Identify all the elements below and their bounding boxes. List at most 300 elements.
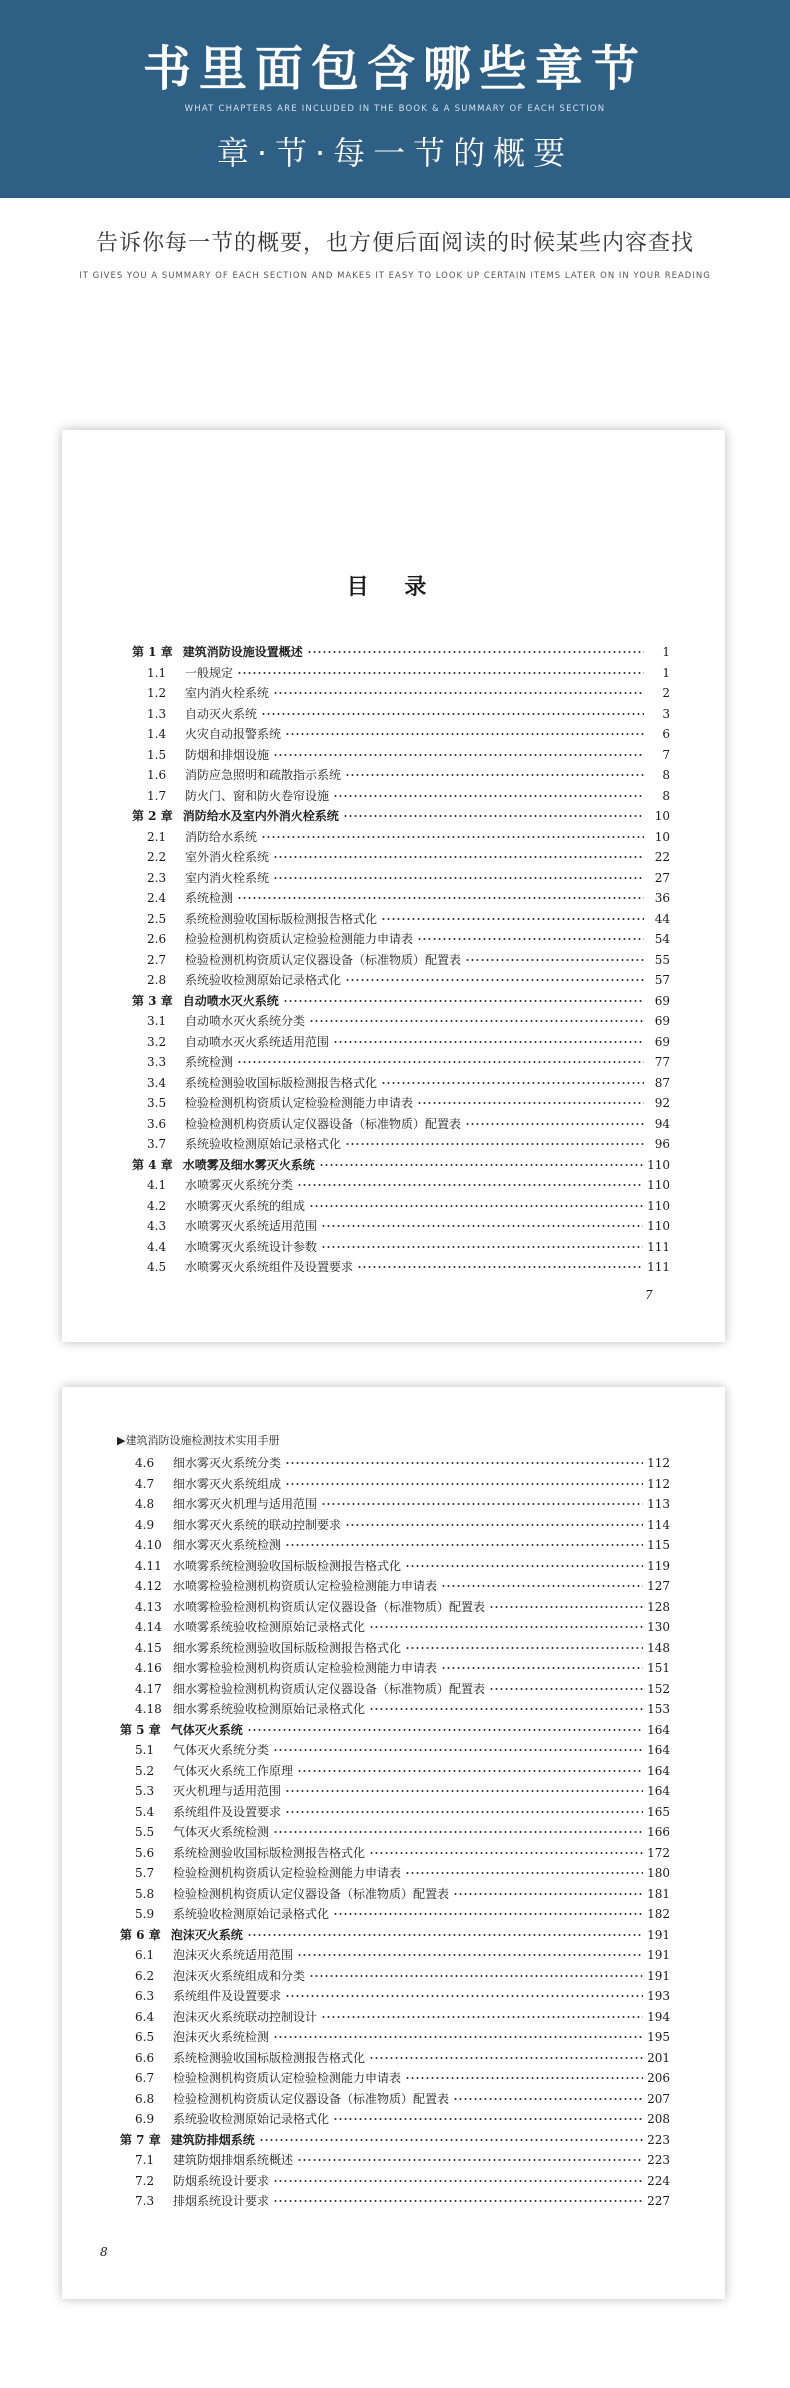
leader-dots	[321, 1237, 643, 1257]
toc-entry-page: 114	[647, 1517, 670, 1532]
toc-entry-number: 1.3	[147, 706, 167, 721]
toc-entry-page: 119	[647, 1558, 670, 1573]
toc-entry-page: 69	[654, 993, 670, 1008]
leader-dots	[405, 2068, 643, 2088]
leader-dots	[369, 2048, 643, 2068]
leader-dots	[405, 1863, 643, 1883]
toc-section-row	[135, 1556, 670, 1576]
toc-entry-page: 164	[647, 1763, 670, 1778]
toc-entry-label: 防烟系统设计要求	[173, 2173, 270, 2188]
intro-text-cn: 告诉你每一节的概要，也方便后面阅读的时候某些内容查找	[95, 231, 694, 256]
leader-dots	[307, 642, 644, 662]
toc-entry-label: 水喷雾检验检测机构资质认定仪器设备（标准物质）配置表	[173, 1599, 486, 1614]
leader-dots	[319, 1155, 643, 1175]
toc-entry-label: 泡沫灭火系统	[170, 1927, 243, 1942]
toc-entry-number: 5.6	[135, 1845, 155, 1860]
leader-dots	[417, 929, 644, 949]
toc-entry-label: 排烟系统设计要求	[173, 2194, 270, 2208]
toc-entry-label: 室外消火栓系统	[185, 850, 270, 864]
leader-dots	[297, 2150, 643, 2170]
leader-dots	[369, 1843, 643, 1863]
toc-entry-number: 1.2	[147, 686, 167, 700]
page-number: 7	[645, 1288, 653, 1302]
toc-entry-label: 系统验收检测原始记录格式化	[173, 1907, 330, 1921]
toc-entry-label: 检验检测机构资质认定仪器设备（标准物质）配置表	[185, 1116, 462, 1131]
toc-entry-number: 第 6 章	[120, 1927, 161, 1942]
toc-section-row	[147, 1073, 670, 1093]
leader-dots	[309, 1196, 643, 1216]
toc-entry-label: 细水雾灭火系统组成	[173, 1476, 282, 1491]
toc-entry-page: 77	[654, 1055, 670, 1069]
leader-dots	[285, 1474, 643, 1494]
toc-entry-label: 自动灭火系统	[185, 706, 258, 721]
toc-entry-page: 208	[647, 2112, 670, 2126]
toc-entry-page: 7	[662, 747, 670, 762]
toc-entry-number: 4.9	[135, 1517, 155, 1532]
toc-entry-page: 223	[647, 2153, 670, 2167]
toc-entry-number: 5.7	[135, 1866, 155, 1880]
leader-dots	[285, 1535, 643, 1555]
toc-chapter-row	[120, 1720, 670, 1740]
toc-entry-label: 灭火机理与适用范围	[173, 1784, 282, 1798]
leader-dots	[273, 2171, 643, 2191]
toc-entry-page: 152	[647, 1681, 670, 1696]
toc-entry-number: 4.6	[135, 1456, 155, 1470]
toc-section-row	[147, 970, 670, 990]
toc-section-row	[147, 1032, 670, 1052]
toc-entry-page: 164	[647, 1743, 670, 1757]
toc-entry-page: 54	[654, 932, 670, 946]
toc-entry-page: 27	[654, 870, 670, 885]
toc-section-row	[135, 1576, 670, 1596]
toc-section-row	[135, 1535, 670, 1555]
toc-entry-label: 水喷雾系统验收检测原始记录格式化	[173, 1620, 366, 1634]
leader-dots	[297, 1945, 643, 1965]
toc-entry-number: 3.1	[147, 1014, 167, 1028]
toc-entry-page: 94	[654, 1116, 670, 1131]
toc-chapter-row	[132, 806, 670, 826]
toc-entry-label: 系统检测	[185, 1055, 234, 1069]
leader-dots	[273, 868, 644, 888]
toc-section-row	[147, 950, 670, 970]
toc-section-row	[135, 1617, 670, 1637]
leader-dots	[297, 1761, 643, 1781]
toc-entry-number: 4.2	[147, 1198, 167, 1213]
toc-entry-page: 130	[647, 1620, 670, 1634]
toc-section-row	[135, 1597, 670, 1617]
toc-section-row	[147, 929, 670, 949]
toc-entry-label: 细水雾灭火机理与适用范围	[173, 1497, 318, 1511]
toc-entry-page: 207	[647, 2091, 670, 2106]
toc-entry-number: 4.11	[135, 1558, 162, 1573]
toc-section-row	[135, 2150, 670, 2170]
toc-entry-label: 建筑防排烟系统	[170, 2132, 255, 2147]
toc-entry-label: 泡沫灭火系统联动控制设计	[173, 2009, 318, 2024]
toc-entry-number: 6.4	[135, 2009, 155, 2024]
toc-entry-label: 气体灭火系统分类	[173, 1743, 270, 1757]
toc-entry-page: 110	[647, 1178, 670, 1192]
toc-entry-number: 4.5	[147, 1260, 167, 1274]
toc-entry-label: 气体灭火系统	[170, 1722, 243, 1737]
leader-dots	[405, 1556, 643, 1576]
leader-dots	[261, 827, 644, 847]
toc-entry-page: 181	[647, 1886, 670, 1901]
toc-entry-page: 1	[662, 645, 670, 659]
leader-dots	[285, 1781, 643, 1801]
toc-entry-page: 227	[647, 2194, 670, 2208]
toc-entry-number: 3.4	[147, 1075, 167, 1090]
toc-entry-number: 6.5	[135, 2030, 155, 2044]
toc-entry-number: 1.1	[147, 665, 167, 680]
toc-entry-page: 22	[654, 850, 670, 864]
toc-entry-page: 110	[647, 1219, 670, 1233]
toc-entry-page: 148	[647, 1640, 670, 1655]
toc-entry-label: 检验检测机构资质认定检验检测能力申请表	[173, 2071, 402, 2085]
leader-dots	[321, 1216, 643, 1236]
leader-dots	[285, 1986, 643, 2006]
toc-entry-number: 4.3	[147, 1219, 167, 1233]
toc-entry-label: 水喷雾系统检测验收国标版检测报告格式化	[173, 1558, 402, 1573]
toc-section-row	[135, 1494, 670, 1514]
toc-entry-label: 防烟和排烟设施	[185, 747, 270, 762]
toc-entry-number: 6.3	[135, 1989, 155, 2003]
toc-entry-label: 系统检测验收国标版检测报告格式化	[173, 1845, 366, 1860]
toc-entry-page: 115	[647, 1538, 670, 1552]
leader-dots	[247, 1925, 643, 1945]
toc-entry-page: 201	[647, 2050, 670, 2065]
leader-dots	[345, 765, 644, 785]
toc-entry-number: 3.7	[147, 1137, 167, 1151]
toc-section-row	[135, 1863, 670, 1883]
toc-entry-label: 水喷雾灭火系统设计参数	[185, 1239, 318, 1254]
banner-subtitle-cn: 章·节·每一节的概要	[216, 134, 574, 172]
toc-entry-label: 泡沫灭火系统检测	[173, 2030, 270, 2044]
toc-entry-page: 166	[647, 1825, 670, 1839]
toc-entry-label: 水喷雾检验检测机构资质认定检验检测能力申请表	[173, 1579, 438, 1593]
toc-entry-page: 3	[662, 706, 670, 721]
toc-entry-number: 1.6	[147, 768, 167, 782]
toc-section-row	[135, 1474, 670, 1494]
toc-entry-number: 7.1	[135, 2153, 155, 2167]
leader-dots	[237, 1052, 644, 1072]
toc-entry-page: 8	[662, 788, 670, 803]
toc-entry-label: 建筑防烟排烟系统概述	[173, 2153, 294, 2167]
leader-dots	[417, 1093, 644, 1113]
toc-entry-number: 7.3	[135, 2194, 155, 2208]
toc-section-row	[135, 1904, 670, 1924]
toc-section-row	[147, 1175, 670, 1195]
toc-section-row	[135, 1679, 670, 1699]
running-header: ▶建筑消防设施检测技术实用手册	[117, 1434, 280, 1447]
toc-entry-label: 系统验收检测原始记录格式化	[185, 973, 342, 987]
toc-section-row	[147, 704, 670, 724]
toc-section-row	[135, 2171, 670, 2191]
leader-dots	[333, 1032, 644, 1052]
toc-entry-number: 1.4	[147, 727, 167, 741]
toc-entry-page: 113	[647, 1497, 670, 1511]
toc-entry-page: 112	[647, 1456, 670, 1470]
toc-entry-number: 4.13	[135, 1599, 162, 1614]
toc-section-row	[135, 2027, 670, 2047]
toc-entry-label: 火灾自动报警系统	[185, 727, 282, 741]
toc-entry-label: 细水雾灭火系统的联动控制要求	[173, 1517, 342, 1532]
toc-entry-page: 182	[647, 1907, 670, 1921]
toc-entry-label: 系统组件及设置要求	[173, 1804, 282, 1819]
toc-entry-number: 2.2	[147, 850, 167, 864]
toc-entry-page: 223	[647, 2132, 670, 2147]
toc-entry-label: 水喷雾灭火系统分类	[185, 1178, 294, 1192]
toc-entry-label: 系统检测	[185, 891, 234, 905]
leader-dots	[333, 786, 644, 806]
toc-entry-number: 6.6	[135, 2050, 155, 2065]
toc-section-row	[135, 2109, 670, 2129]
toc-entry-page: 1	[662, 665, 670, 680]
leader-dots	[381, 909, 644, 929]
toc-section-row	[135, 1986, 670, 2006]
toc-entry-page: 172	[647, 1845, 670, 1860]
toc-entry-number: 1.7	[147, 788, 167, 803]
toc-entry-label: 系统检测验收国标版检测报告格式化	[185, 1075, 378, 1090]
toc-entry-number: 第 4 章	[132, 1157, 173, 1172]
toc-entry-label: 建筑消防设施设置概述	[182, 645, 303, 659]
toc-entry-number: 4.15	[135, 1640, 162, 1655]
toc-entry-number: 4.17	[135, 1681, 162, 1696]
toc-section-row	[135, 2007, 670, 2027]
leader-dots	[297, 1175, 643, 1195]
toc-entry-page: 87	[654, 1075, 670, 1090]
toc-entry-number: 2.1	[147, 829, 167, 844]
leader-dots	[321, 2007, 643, 2027]
toc-section-row	[147, 1093, 670, 1113]
toc-section-row	[135, 1843, 670, 1863]
leader-dots	[489, 1597, 643, 1617]
toc-section-row	[147, 663, 670, 683]
toc-entry-number: 2.8	[147, 973, 167, 987]
toc-entry-page: 96	[654, 1137, 670, 1151]
toc-entry-number: 5.4	[135, 1804, 155, 1819]
toc-chapter-row	[132, 1155, 670, 1175]
leader-dots	[259, 2130, 643, 2150]
toc-entry-label: 防火门、窗和防火卷帘设施	[185, 788, 330, 803]
leader-dots	[273, 745, 644, 765]
toc-section-row	[147, 1114, 670, 1134]
toc-entry-label: 系统检测验收国标版检测报告格式化	[173, 2050, 366, 2065]
toc-entry-number: 2.3	[147, 870, 167, 885]
toc-chapter-row	[120, 2130, 670, 2150]
toc-section-row	[135, 2068, 670, 2088]
toc-entry-label: 细水雾系统检测验收国标版检测报告格式化	[173, 1640, 402, 1655]
toc-entry-number: 7.2	[135, 2173, 155, 2188]
toc-chapter-row	[132, 991, 670, 1011]
toc-section-row	[147, 683, 670, 703]
toc-entry-page: 111	[647, 1239, 670, 1254]
toc-entry-label: 水喷雾灭火系统组件及设置要求	[185, 1260, 354, 1274]
toc-entry-label: 水喷雾灭火系统适用范围	[185, 1219, 318, 1233]
toc-section-row	[135, 1945, 670, 1965]
toc-section-row	[135, 1658, 670, 1678]
leader-dots	[453, 2089, 643, 2109]
toc-section-row	[147, 745, 670, 765]
toc-entry-number: 4.10	[135, 1538, 162, 1552]
toc-entry-page: 224	[647, 2173, 670, 2188]
toc-entry-label: 检验检测机构资质认定检验检测能力申请表	[185, 932, 414, 946]
toc-entry-label: 自动喷水灭火系统	[182, 993, 279, 1008]
toc-section-row	[135, 1699, 670, 1719]
toc-entry-label: 消防给水及室内外消火栓系统	[182, 809, 339, 823]
toc-entry-number: 4.7	[135, 1476, 155, 1491]
toc-entry-page: 110	[647, 1198, 670, 1213]
toc-entry-label: 检验检测机构资质认定检验检测能力申请表	[173, 1866, 402, 1880]
toc-entry-label: 气体灭火系统工作原理	[173, 1763, 294, 1778]
toc-entry-page: 206	[647, 2071, 670, 2085]
toc-entry-number: 第 1 章	[132, 645, 173, 659]
toc-title: 目 录	[346, 574, 441, 600]
toc-section-row	[147, 868, 670, 888]
toc-entry-label: 细水雾灭火系统分类	[173, 1456, 282, 1470]
toc-entry-label: 一般规定	[185, 665, 234, 680]
leader-dots	[285, 724, 644, 744]
toc-section-row	[147, 909, 670, 929]
toc-entry-number: 4.16	[135, 1661, 162, 1675]
toc-entry-page: 110	[647, 1157, 670, 1172]
toc-entry-number: 4.4	[147, 1239, 167, 1254]
toc-section-row	[147, 765, 670, 785]
toc-entry-number: 4.8	[135, 1497, 155, 1511]
toc-section-row	[147, 786, 670, 806]
toc-entry-page: 193	[647, 1989, 670, 2003]
toc-entry-label: 自动喷水灭火系统适用范围	[185, 1034, 330, 1049]
toc-entry-page: 111	[647, 1260, 670, 1274]
leader-dots	[465, 950, 644, 970]
toc-section-row	[135, 1966, 670, 1986]
toc-entry-page: 128	[647, 1599, 670, 1614]
toc-entry-page: 92	[654, 1096, 670, 1110]
intro-text-en: IT GIVES YOU A SUMMARY OF EACH SECTION AND MAKES IT EASY TO LOOK UP CERTAIN ITEMS LATER ON IN YOUR READING	[79, 271, 711, 281]
leader-dots	[247, 1720, 643, 1740]
leader-dots	[237, 888, 644, 908]
toc-entry-number: 3.2	[147, 1034, 167, 1049]
toc-entry-page: 165	[647, 1804, 670, 1819]
leader-dots	[441, 1576, 643, 1596]
toc-entry-page: 164	[647, 1722, 670, 1737]
toc-entry-number: 4.1	[147, 1178, 167, 1192]
toc-entry-label: 检验检测机构资质认定仪器设备（标准物质）配置表	[173, 1886, 450, 1901]
toc-entry-number: 5.1	[135, 1743, 155, 1757]
toc-section-row	[147, 1237, 670, 1257]
toc-section-row	[135, 1781, 670, 1801]
toc-entry-number: 3.5	[147, 1096, 167, 1110]
toc-entry-number: 5.2	[135, 1763, 155, 1778]
toc-section-row	[147, 1011, 670, 1031]
toc-entry-page: 10	[654, 829, 670, 844]
toc-entry-page: 57	[654, 973, 670, 987]
toc-section-row	[135, 1761, 670, 1781]
toc-section-row	[135, 1453, 670, 1473]
leader-dots	[273, 2027, 643, 2047]
toc-entry-number: 6.2	[135, 1968, 155, 1983]
toc-section-row	[135, 1740, 670, 1760]
toc-entry-number: 6.7	[135, 2071, 155, 2085]
toc-section-row	[147, 1257, 670, 1277]
toc-chapter-row	[132, 642, 670, 662]
toc-entry-number: 2.5	[147, 911, 167, 926]
leader-dots	[357, 1257, 643, 1277]
leader-dots	[453, 1884, 643, 1904]
toc-entry-label: 细水雾灭火系统检测	[173, 1538, 282, 1552]
toc-entry-page: 69	[654, 1034, 670, 1049]
toc-section-row	[135, 1515, 670, 1535]
leader-dots	[345, 970, 644, 990]
toc-entry-page: 2	[662, 686, 670, 700]
toc-entry-label: 系统验收检测原始记录格式化	[173, 2112, 330, 2126]
toc-entry-label: 系统组件及设置要求	[173, 1989, 282, 2003]
toc-section-row	[147, 724, 670, 744]
toc-section-row	[147, 1134, 670, 1154]
leader-dots	[369, 1699, 643, 1719]
leader-dots	[309, 1011, 644, 1031]
toc-entry-label: 自动喷水灭火系统分类	[185, 1014, 306, 1028]
leader-dots	[343, 806, 644, 826]
leader-dots	[333, 1904, 643, 1924]
toc-section-row	[135, 1802, 670, 1822]
leader-dots	[283, 991, 644, 1011]
leader-dots	[345, 1134, 644, 1154]
toc-entry-label: 细水雾检验检测机构资质认定仪器设备（标准物质）配置表	[173, 1681, 486, 1696]
toc-section-row	[147, 847, 670, 867]
toc-section-row	[147, 888, 670, 908]
leader-dots	[345, 1515, 643, 1535]
toc-entry-label: 细水雾系统验收检测原始记录格式化	[173, 1702, 366, 1716]
toc-entry-page: 191	[647, 1927, 670, 1942]
toc-section-row	[147, 1216, 670, 1236]
toc-entry-page: 112	[647, 1476, 670, 1491]
toc-entry-number: 4.18	[135, 1702, 162, 1716]
banner-subtitle-en: WHAT CHAPTERS ARE INCLUDED IN THE BOOK & A SUMMARY OF EACH SECTION	[184, 104, 606, 114]
toc-entry-label: 室内消火栓系统	[185, 870, 270, 885]
toc-entry-label: 检验检测机构资质认定检验检测能力申请表	[185, 1096, 414, 1110]
toc-entry-label: 系统检测验收国标版检测报告格式化	[185, 911, 378, 926]
toc-section-row	[135, 2089, 670, 2109]
toc-section-row	[135, 2191, 670, 2211]
leader-dots	[369, 1617, 643, 1637]
toc-section-row	[135, 2048, 670, 2068]
leader-dots	[273, 847, 644, 867]
leader-dots	[273, 683, 644, 703]
leader-dots	[237, 663, 644, 683]
toc-entry-number: 6.9	[135, 2112, 155, 2126]
toc-entry-label: 室内消火栓系统	[185, 686, 270, 700]
toc-entry-label: 气体灭火系统检测	[173, 1825, 270, 1839]
leader-dots	[285, 1802, 643, 1822]
toc-entry-number: 5.8	[135, 1886, 155, 1901]
leader-dots	[309, 1966, 643, 1986]
leader-dots	[381, 1073, 644, 1093]
toc-section-row	[135, 1638, 670, 1658]
page-number: 8	[100, 2245, 108, 2259]
toc-entry-number: 5.9	[135, 1907, 155, 1921]
toc-entry-number: 2.6	[147, 932, 167, 946]
toc-entry-number: 第 5 章	[120, 1722, 161, 1737]
leader-dots	[489, 1679, 643, 1699]
toc-entry-page: 191	[647, 1968, 670, 1983]
toc-entry-page: 44	[654, 911, 670, 926]
toc-entry-page: 8	[662, 768, 670, 782]
leader-dots	[285, 1453, 643, 1473]
toc-entry-number: 2.4	[147, 891, 167, 905]
toc-entry-label: 水喷雾及细水雾灭火系统	[182, 1157, 315, 1172]
toc-entry-page: 191	[647, 1948, 670, 1962]
toc-entry-label: 泡沫灭火系统组成和分类	[173, 1968, 306, 1983]
